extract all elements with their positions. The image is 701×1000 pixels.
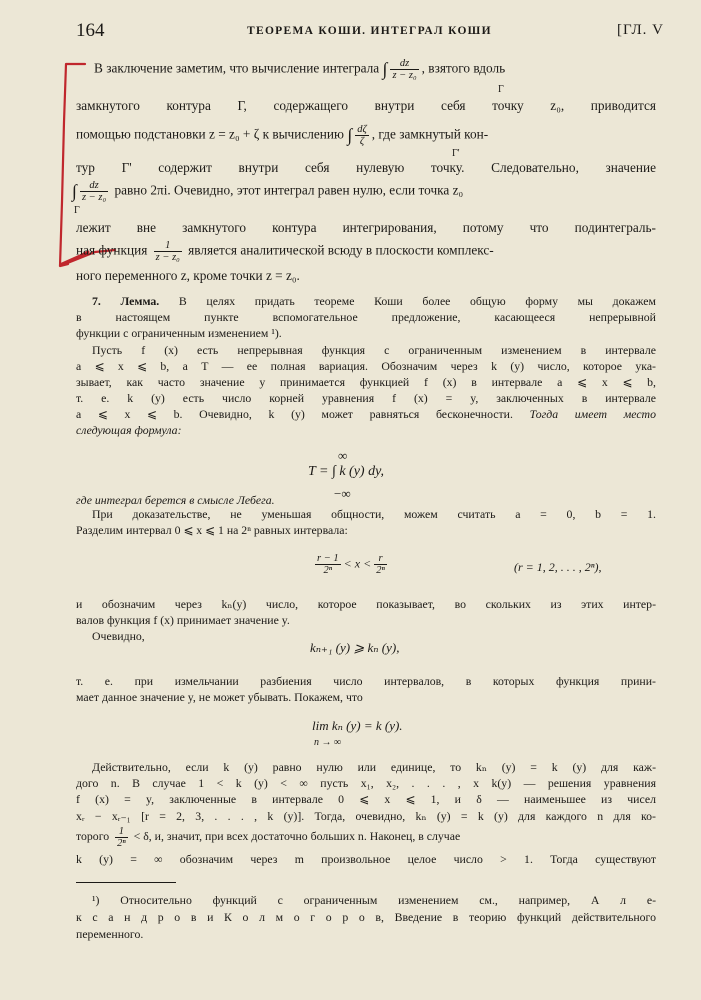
fraction: $\frac{1}{\text{z − z₀}}$	[155, 240, 180, 263]
integral-sign: ∫	[382, 59, 388, 79]
formula-lower-limit: −∞	[334, 486, 351, 501]
lemma-line-9: следующая формула:	[76, 423, 182, 437]
footnote-rule	[76, 882, 176, 883]
contour-subscript: Γ	[498, 84, 504, 95]
lemma-line-15: Очевидно,	[92, 629, 145, 643]
lemma-line-11: При доказательстве, не уменьшая общности, можем считать a = 0, b = 1.	[92, 507, 656, 521]
intro-line-2: замкнутого контура Γ, содержащего внутри себя точку z₀, приводится	[76, 98, 656, 113]
lemma-line-19: дого n. В случае 1 < k (y) < ∞ пусть x₁, x₂, . . . , x k(y) — решения уравнения	[76, 776, 656, 790]
running-header	[76, 20, 664, 42]
intro-line-1: В заключение заметим, что вычисление интеграла ∫ $\frac{dz}{\text{z − z₀}}$ , взятого вдоль	[94, 58, 506, 81]
fraction: $\frac{1}{\text{2ⁿ}}$	[117, 826, 126, 849]
lemma-line-23: k (y) = ∞ обозначим через m произвольное целое число > 1. Тогда существуют	[76, 852, 656, 866]
lemma-line-16: т. е. при измельчании разбиения число интервалов, в которых функция прини-	[76, 674, 656, 688]
lemma-line-22: торого $\frac{1}{\text{2ⁿ}}$ < δ, и, значит, при всех достаточно больших n. Наконец, в случае	[76, 826, 461, 849]
footnote-line-2: к с а н д р о в и К о л м о г о р о в, Введение в теорию функций действительного	[76, 910, 656, 924]
lemma-line-6: зывает, как часто значение y принимается функцией f (x) в интервале a ⩽ x ⩽ b,	[76, 375, 656, 389]
intro-line-5: ∫ $\frac{dz}{\text{z − z₀}}$ равно 2πi. Очевидно, этот интеграл равен нулю, если точка z₀	[72, 180, 464, 203]
footnote-line-1: ¹) Относительно функций с ограниченным изменением см., например, А л е-	[92, 893, 656, 907]
intro-line-8: ного переменного z, кроме точки z = z₀.	[76, 268, 300, 283]
section-heading: 7. Лемма.	[92, 294, 160, 308]
chapter-label: [ГЛ. V	[616, 22, 664, 38]
lemma-line-17: мает данное значение y, не может убывать. Покажем, что	[76, 690, 363, 704]
formula-upper-limit: ∞	[338, 448, 348, 463]
fraction: $\frac{dz}{\text{z − z₀}}$	[81, 180, 107, 203]
intro-line-4: тур Γ' содержит внутри себя нулевую точку. Следовательно, значение	[76, 160, 656, 175]
footnote-line-3: переменного.	[76, 927, 144, 941]
lemma-line-7: т. е. k (y) есть число корней уравнения f (x) = y, заключенных в интервале	[76, 391, 656, 405]
lemma-line-1: 7. Лемма. В целях придать теореме Коши более общую форму мы докажем	[92, 294, 656, 308]
formula-range: (r = 1, 2, . . . , 2ⁿ),	[514, 560, 602, 574]
lemma-line-13: и обозначим через kₙ(y) число, которое показывает, во скольких из этих интер-	[76, 597, 656, 611]
running-title: ТЕОРЕМА КОШИ. ИНТЕГРАЛ КОШИ	[247, 25, 492, 37]
formula-limit-subscript: n → ∞	[314, 737, 342, 748]
formula-monotone: kₙ₊₁ (y) ⩾ kₙ (y),	[310, 640, 400, 655]
lemma-line-18: Действительно, если k (y) равно нулю или единице, то kₙ (y) = k (y) для каж-	[92, 760, 656, 774]
lemma-line-8: a ⩽ x ⩽ b. Очевидно, k (y) может равняться бесконечности. Тогда имеет место	[76, 407, 656, 421]
fraction: $\frac{r - 1}{\text{2ⁿ}}$	[317, 553, 339, 576]
lemma-line-3: функции с ограниченным изменением ¹).	[76, 326, 282, 340]
contour-subscript: Γ'	[452, 148, 460, 159]
fraction: $\frac{r}{\text{2ⁿ}}$	[376, 553, 385, 576]
intro-line-3: помощью подстановки z = z₀ + ζ к вычислению ∫ $\frac{d\zeta}{\zeta}$ , где замкнутый кон-	[76, 124, 489, 147]
formula-total-variation: T = ∫ k (y) dy,	[308, 464, 385, 479]
formula-limit: lim kₙ (y) = k (y).	[312, 718, 403, 733]
fraction: $\frac{dz}{\text{z − z₀}}$	[392, 58, 417, 81]
formula-subintervals: $\frac{r - 1}{\text{2ⁿ}}$ < x < $\frac{r}{\text{2ⁿ}}$	[317, 553, 385, 576]
page-number: 164	[76, 20, 105, 41]
intro-line-6: лежит вне замкнутого контура интегрирования, потому что подинтеграль-	[76, 220, 656, 235]
lemma-line-5: a ⩽ x ⩽ b, а T — ее полная вариация. Обозначим через k (y) число, которое ука-	[76, 359, 656, 373]
lemma-line-4: Пусть f (x) есть непрерывная функция с ограниченным изменением в интервале	[92, 343, 656, 357]
integral-sign: ∫	[347, 125, 353, 145]
fraction: $\frac{d\zeta}{\zeta}$	[357, 124, 367, 147]
lemma-line-10: где интеграл берется в смысле Лебега.	[76, 493, 275, 507]
lemma-line-14: валов функция f (x) принимает значение y.	[76, 613, 290, 627]
lemma-line-2: в настоящем пункте вспомогательное предложение, касающееся непрерывной	[76, 310, 656, 324]
integral-sign: ∫	[72, 181, 77, 201]
intro-line-7: ная функция $\frac{1}{\text{z − z₀}}$ является аналитической всюду в плоскости комплекс-	[76, 240, 494, 263]
contour-subscript: Γ	[74, 205, 80, 216]
lemma-line-21: xᵣ − xᵣ₋₁ [r = 2, 3, . . . , k (y)]. Тогда, очевидно, kₙ (y) = k (y) для каждого n для ко-	[76, 809, 656, 823]
lemma-line-12: Разделим интервал 0 ⩽ x ⩽ 1 на 2ⁿ равных интервала:	[76, 523, 348, 537]
lemma-line-20: f (x) = y, заключенные в интервале 0 ⩽ x ⩽ 1, и δ — наименьшее из чисел	[76, 792, 656, 806]
